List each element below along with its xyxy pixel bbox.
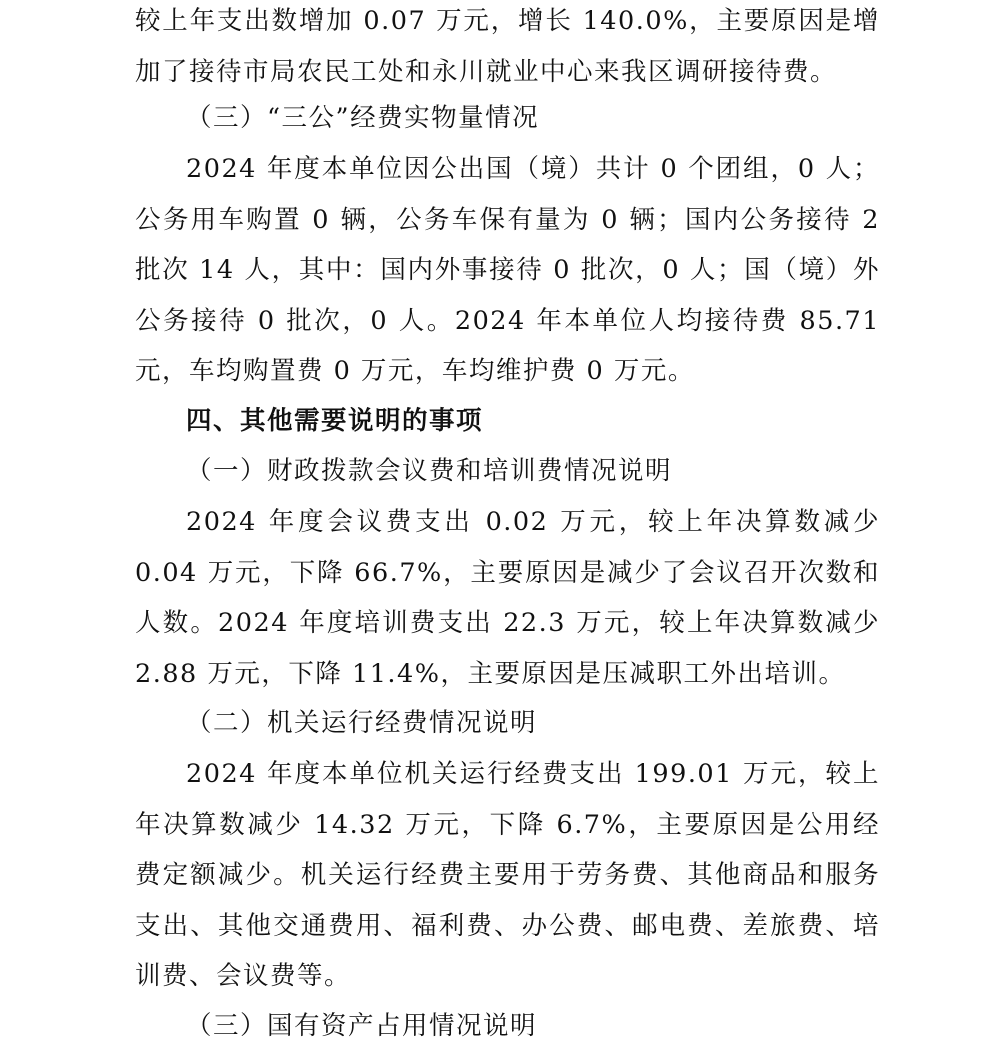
paragraph-operating-expenses: 2024 年度本单位机关运行经费支出 199.01 万元，较上年决算数减少 14.32 万元，下降 6.7%，主要原因是公用经费定额减少。机关运行经费主要用于劳务费、其他商品和服务支出、其他交通费用、福利费、办公费、邮电费、差旅费、培训费、会议费等。 <box>135 759 880 991</box>
heading-meeting-training-fees: （一）财政拨款会议费和培训费情况说明 <box>186 456 673 486</box>
heading-state-assets: （三）国有资产占用情况说明 <box>186 1011 538 1041</box>
heading-operating-expenses: （二）机关运行经费情况说明 <box>186 708 538 738</box>
heading-three-public-physical: （三）“三公”经费实物量情况 <box>186 103 540 133</box>
paragraph-reception-cost-change: 较上年支出数增加 0.07 万元，增长 140.0%，主要原因是增加了接待市局农民工处和永川就业中心来我区调研接待费。 <box>135 6 880 87</box>
paragraph-meeting-training: 2024 年度会议费支出 0.02 万元，较上年决算数减少 0.04 万元，下降 66.7%，主要原因是减少了会议召开次数和人数。2024 年度培训费支出 22.3 万元，较上年决算数减少 2.88 万元，下降 11.4%，主要原因是压减职工外出培训。 <box>135 507 880 689</box>
paragraph-physical-quantity: 2024 年度本单位因公出国（境）共计 0 个团组，0 人；公务用车购置 0 辆，公务车保有量为 0 辆；国内公务接待 2 批次 14 人，其中：国内外事接待 0 批次，0 人；国（境）外公务接待 0 批次，0 人。2024 年本单位人均接待费 85.71 元，车均购置费 0 万元，车均维护费 0 万元。 <box>135 154 880 386</box>
heading-other-matters: 四、其他需要说明的事项 <box>186 406 484 436</box>
